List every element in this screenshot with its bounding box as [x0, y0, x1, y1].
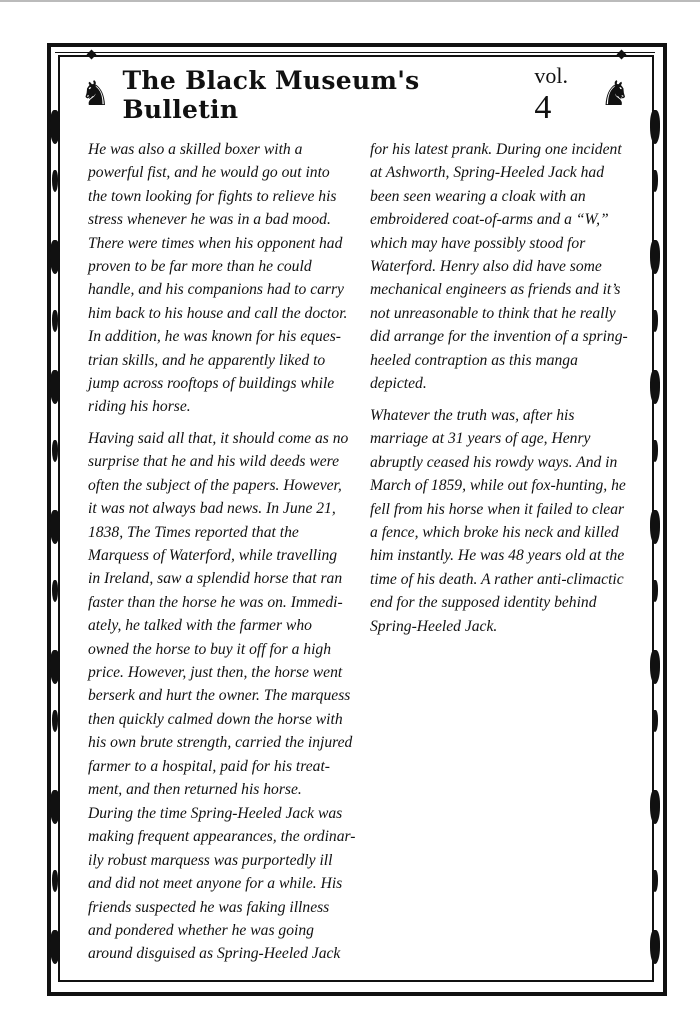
text-line: did arrange for the invention of a spring- — [370, 328, 628, 346]
text-line: a fence, which broke his neck and killed — [370, 524, 619, 542]
text-line: jump across rooftops of buildings while — [88, 375, 335, 393]
text-line: owned the horse to buy it off for a high — [88, 640, 331, 658]
text-line: the town looking for fights to relieve his — [88, 187, 337, 205]
volume-number: 4 — [534, 89, 552, 126]
text-line: depicted. — [370, 375, 427, 393]
text-line: price. However, just then, the horse went — [88, 664, 343, 682]
text-line: He was also a skilled boxer with a — [88, 141, 303, 158]
text-line: friends suspected he was faking illness — [88, 898, 330, 916]
text-line: not unreasonable to think that he really — [370, 304, 616, 322]
text-line: riding his horse. — [88, 398, 191, 416]
text-line: then quickly calmed down the horse with — [88, 710, 343, 728]
text-line: 1838, The Times reported that the — [88, 523, 299, 541]
text-line: There were times when his opponent had — [88, 234, 343, 252]
bulletin-title: The Black Museum's Bulletin — [122, 66, 420, 124]
text-line: During the time Spring-Heeled Jack was — [88, 805, 343, 822]
text-line: around disguised as Spring-Heeled Jack — [88, 945, 341, 963]
text-line: surprise that he and his wild deeds were — [88, 453, 340, 471]
seahorse-icon: ♞ — [599, 76, 630, 113]
text-line: in Ireland, saw a splendid horse that ran — [88, 570, 343, 588]
border-flourish-icon — [52, 710, 58, 732]
text-line: often the subject of the papers. However, — [88, 476, 342, 494]
border-flourish-icon — [652, 710, 658, 732]
text-line: farmer to a hospital, paid for his treat- — [88, 757, 330, 775]
text-line: time of his death. A rather anti-climactic — [370, 570, 624, 588]
volume-label — [534, 63, 587, 127]
border-flourish-icon — [652, 870, 658, 892]
text-line: it was not always bad news. In June 21, — [88, 500, 336, 518]
border-flourish-icon — [50, 110, 60, 144]
text-line: ment, and then returned his horse. — [88, 781, 302, 799]
text-line: making frequent appearances, the ordinar- — [88, 828, 356, 846]
border-flourish-icon — [50, 790, 60, 824]
border-flourish-icon — [52, 580, 58, 602]
border-flourish-icon — [50, 930, 60, 964]
border-flourish-icon — [52, 310, 58, 332]
text-line: which may have possibly stood for — [370, 234, 586, 252]
left-paragraph-2 — [88, 427, 373, 802]
text-line: heeled contraption as this manga — [370, 351, 578, 369]
text-line: end for the supposed identity behind — [370, 594, 597, 612]
left-border-ornaments — [50, 110, 60, 980]
text-line: him back to his house and call the doctor. — [88, 304, 348, 322]
left-paragraph-1 — [88, 138, 373, 419]
text-line: at Ashworth, Spring-Heeled Jack had — [370, 164, 605, 182]
text-line: proven to be far more than he could — [88, 258, 312, 276]
text-line: mechanical engineers as friends and it’s — [370, 281, 621, 299]
border-flourish-icon — [50, 650, 60, 684]
text-line: handle, and his companions had to carry — [88, 281, 344, 299]
border-flourish-icon — [650, 650, 660, 684]
border-flourish-icon — [52, 170, 58, 192]
text-line: fell from his horse when it failed to clear — [370, 500, 625, 518]
border-flourish-icon — [50, 510, 60, 544]
text-line: for his latest prank. During one incident — [370, 141, 622, 158]
seahorse-icon: ♞ — [80, 76, 111, 113]
text-line: Whatever the truth was, after his — [370, 407, 575, 424]
volume-prefix: vol. — [534, 63, 568, 88]
text-line: Marquess of Waterford, while travelling — [88, 547, 338, 565]
text-line: ately, he talked with the farmer who — [88, 617, 312, 635]
border-flourish-icon — [50, 240, 60, 274]
text-line: ily robust marquess was purportedly ill — [88, 851, 333, 869]
text-line: him instantly. He was 48 years old at the — [370, 547, 625, 565]
text-line: abruptly ceased his rowdy ways. And in — [370, 453, 618, 471]
top-edge — [0, 0, 700, 2]
text-line: been seen wearing a cloak with an — [370, 187, 586, 205]
text-line: faster than the horse he was on. Immedi- — [88, 593, 343, 611]
right-paragraph-1 — [370, 138, 655, 395]
text-line: stress whenever he was in a bad mood. — [88, 211, 331, 229]
text-line: berserk and hurt the owner. The marquess — [88, 687, 351, 705]
text-line: embroidered coat-of-arms and a “W,” — [370, 211, 609, 229]
frame-rule — [55, 52, 655, 53]
text-line: powerful fist, and he would go out into — [88, 164, 330, 182]
text-line: marriage at 31 years of age, Henry — [370, 430, 591, 448]
text-line: In addition, he was known for his eques- — [88, 328, 341, 346]
text-line: and did not meet anyone for a while. His — [88, 875, 343, 893]
text-line: and pondered whether he was going — [88, 922, 314, 940]
text-line: trian skills, and he apparently liked to — [88, 351, 326, 369]
border-flourish-icon — [50, 370, 60, 404]
text-line: Spring-Heeled Jack. — [370, 617, 498, 635]
right-paragraph-2 — [370, 404, 655, 638]
border-flourish-icon — [650, 930, 660, 964]
text-line: his own brute strength, carried the injured — [88, 734, 353, 752]
text-line: Waterford. Henry also did have some — [370, 258, 602, 276]
left-paragraph-3 — [88, 802, 373, 966]
border-flourish-icon — [52, 870, 58, 892]
text-line: March of 1859, while out fox-hunting, he — [370, 477, 626, 495]
bulletin-header — [80, 63, 630, 126]
border-flourish-icon — [52, 440, 58, 462]
border-flourish-icon — [650, 790, 660, 824]
text-line: Having said all that, it should come as no — [88, 430, 349, 447]
